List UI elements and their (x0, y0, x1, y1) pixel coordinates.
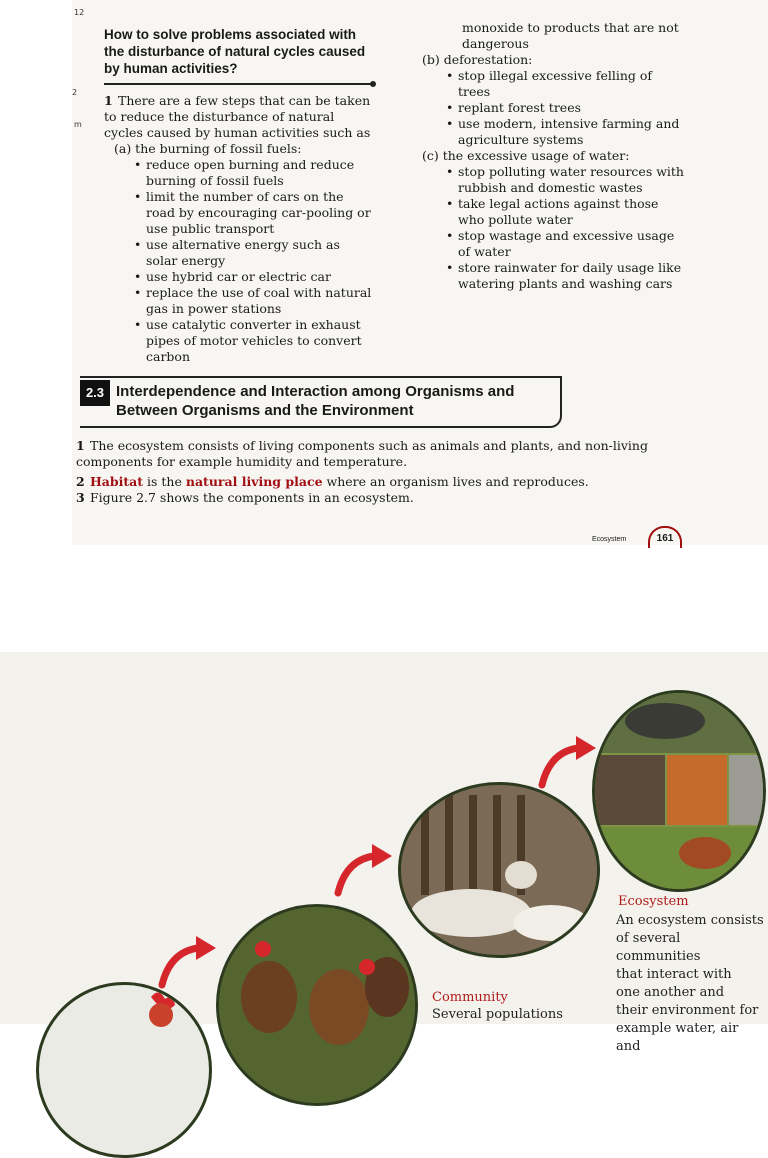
arrow-icon (152, 930, 222, 990)
margin-note: m (74, 120, 82, 129)
community-circle (398, 782, 600, 958)
section-title: Interdependence and Interaction among Organisms and Between Organisms and the Environment (116, 383, 515, 419)
heading-rule (104, 83, 372, 85)
list-item: • replant forest trees (442, 100, 684, 116)
water-usage-list (422, 164, 684, 292)
footer-chapter-label: Ecosystem (592, 536, 627, 543)
ecosystem-circle (592, 690, 766, 892)
list-item: • replace the use of coal with natural gas in power stations (130, 285, 372, 317)
list-label: (a) the burning of fossil fuels: (114, 141, 302, 156)
fossil-fuel-list (104, 157, 372, 365)
body-paragraph: 1 The ecosystem consists of living components such as animals and plants, and non-living components for example humidity and temperature. (76, 438, 648, 469)
list-item: • stop polluting water resources with rubbish and domestic wastes (442, 164, 684, 196)
list-label: (b) deforestation: (422, 52, 533, 67)
intro-paragraph: 1 There are a few steps that can be taken to reduce the disturbance of natural cycles caused by human activities such as (104, 93, 371, 140)
continuation-text: monoxide to products that are not dangerous (462, 20, 679, 51)
list-item: • use alternative energy such as solar energy (130, 237, 372, 269)
margin-note: 12 (74, 8, 85, 17)
ecosystem-collage-icon (595, 693, 763, 889)
body-paragraph: 2 Habitat is the natural living place where an organism lives and reproduces. (76, 474, 589, 489)
figure-photo (0, 648, 768, 1054)
body-paragraph: 3 Figure 2.7 shows the components in an ecosystem. (76, 490, 414, 505)
section-heading: How to solve problems associated with the disturbance of natural cycles caused by human activities? (104, 27, 366, 76)
list-item: • reduce open burning and reduce burning of fossil fuels (130, 157, 372, 189)
list-item: • stop wastage and excessive usage of water (442, 228, 684, 260)
list-item: • use modern, intensive farming and agriculture systems (442, 116, 684, 148)
ecosystem-description: An ecosystem consists of several communities that interact with one another and their environment for example water, air and (616, 913, 764, 1054)
left-column (104, 26, 372, 365)
arrow-icon (532, 730, 602, 790)
population-circle (216, 904, 418, 1106)
list-label: (c) the excessive usage of water: (422, 148, 630, 163)
list-item: • use hybrid car or electric car (130, 269, 372, 285)
list-item: • stop illegal excessive felling of trees (442, 68, 684, 100)
right-column (422, 20, 684, 292)
arrow-icon (328, 838, 398, 898)
deforestation-list (422, 68, 684, 148)
list-item: • take legal actions against those who pollute water (442, 196, 684, 228)
farm-animals-icon (401, 785, 597, 955)
list-item: • limit the number of cars on the road by encouraging car-pooling or use public transport (130, 189, 372, 237)
community-label: Community (432, 990, 508, 1005)
chicken-flock-icon (219, 907, 415, 1103)
list-item: • store rainwater for daily usage like watering plants and washing cars (442, 260, 684, 292)
rooster-icon (39, 985, 209, 1155)
ecosystem-label: Ecosystem (618, 894, 689, 909)
margin-note: 2 (72, 88, 78, 97)
section-number: 2.3 (80, 380, 110, 406)
list-item: • use catalytic converter in exhaust pipes of motor vehicles to convert carbon (130, 317, 372, 365)
page-number: 161 (648, 526, 682, 548)
organism-circle (36, 982, 212, 1158)
community-description: Several populations (432, 1007, 563, 1022)
